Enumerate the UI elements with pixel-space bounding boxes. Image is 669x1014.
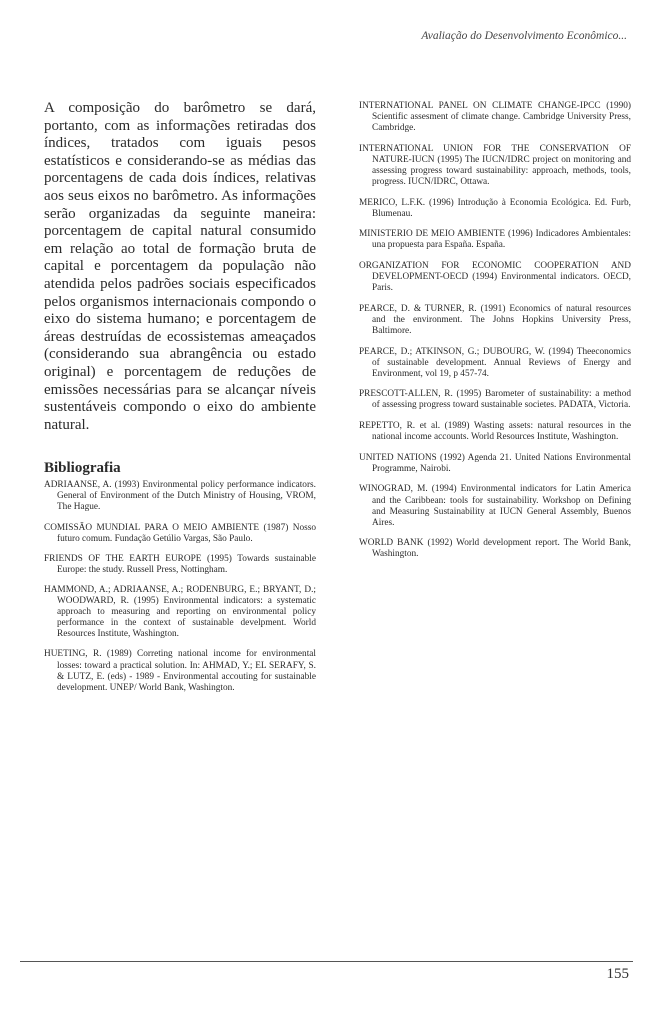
reference-comissao-mundial: COMISSÃO MUNDIAL PARA O MEIO AMBIENTE (1987) Nosso futuro comum. Fundação Getúlio Vargas, São Paulo.: [44, 522, 316, 544]
left-column: [44, 100, 316, 703]
reference-oecd: ORGANIZATION FOR ECONOMIC COOPERATION AND DEVELOPMENT-OECD (1994) Environmental indicators. OECD, Paris.: [359, 261, 631, 294]
reference-pearce-turner: PEARCE, D. & TURNER, R. (1991) Economics of natural resources and the environment. The Johns Hopkins University Press, Baltimore.: [359, 303, 631, 336]
reference-merico: MERICO, L.F.K. (1996) Introdução à Economia Ecológica. Ed. Furb, Blumenau.: [359, 197, 631, 219]
body-paragraph: A composição do barômetro se dará, portanto, com as informações retiradas dos índices, tratados com iguais pesos estatísticos e considerando-se as médias das porcentagens de cada dois índices, relativas aos seus eixos no barômetro. As informações serão organizadas da seguinte maneira: porcentagem de capital natural consumido em relação ao total de formação bruta de capital e porcentagem da população não atendida pelos padrões sociais especificados pelos organismos internacionais compondo o eixo do sistema humano; e porcentagem de áreas destruídas de ecossistemas ameaçados (considerando sua abrangência ou estado original) e porcentagem de reduções de emissões necessárias para se alcançar níveis sustentáveis compondo o eixo do ambiente natural.: [44, 100, 316, 433]
bibliography-heading: Bibliografia: [44, 460, 121, 477]
reference-winograd: WINOGRAD, M. (1994) Environmental indicators for Latin America and the Caribbean: tools for sustainability. Workshop on Defining and Measuring Sustainability at IUCN General Assembly, Buenos Aires.: [359, 484, 631, 528]
page-number: 155: [606, 966, 629, 982]
reference-friends-of-the-earth: FRIENDS OF THE EARTH EUROPE (1995) Towards sustainable Europe: the study. Russell Press, Nottingham.: [44, 553, 316, 575]
reference-prescott-allen: PRESCOTT-ALLEN, R. (1995) Barometer of sustainability: a method of assessing progress toward sustainable societes. PADATA, Victoria.: [359, 389, 631, 411]
footer-rule: [20, 961, 633, 962]
reference-ministerio: MINISTERIO DE MEIO AMBIENTE (1996) Indicadores Ambientales: una propuesta para España. España.: [359, 229, 631, 251]
reference-repetto: REPETTO, R. et al. (1989) Wasting assets: natural resources in the national income accounts. World Resources Institute, Washington.: [359, 421, 631, 443]
reference-united-nations: UNITED NATIONS (1992) Agenda 21. United Nations Environmental Programme, Nairobi.: [359, 452, 631, 474]
reference-pearce-atkinson: PEARCE, D.; ATKINSON, G.; DUBOURG, W. (1994) Theeconomics of sustainable development. Annual Reviews of Energy and Environment, vol 19, p 457-74.: [359, 346, 631, 379]
reference-hammond: HAMMOND, A.; ADRIAANSE, A.; RODENBURG, E.; BRYANT, D.; WOODWARD, R. (1995) Environmental indicators: a systematic approach to measuring and reporting on environmental policy performance in the context of sustainable develpment. World Resources Institute, Washington.: [44, 584, 316, 640]
reference-world-bank: WORLD BANK (1992) World development report. The World Bank, Washington.: [359, 538, 631, 560]
reference-adriaanse: ADRIAANSE, A. (1993) Environmental policy performance indicators. General of Environment of the Dutch Ministry of Housing, VROM, The Hague.: [44, 480, 316, 513]
right-column: [359, 101, 631, 570]
reference-iucn: INTERNATIONAL UNION FOR THE CONSERVATION OF NATURE-IUCN (1995) The IUCN/IDRC project on monitoring and assessing progress toward sustainability: approach, methods, tools, progress. IUCN/IDRC, Ottawa.: [359, 143, 631, 188]
reference-hueting: HUETING, R. (1989) Correting national income for environmental losses: toward a practical solution. In: AHMAD, Y.; EL SERAFY, S. & LUTZ, E. (eds) - 1989 - Environmental accouting for sustainable development. UNEP/ World Bank, Washington.: [44, 649, 316, 693]
running-header: Avaliação do Desenvolvimento Econômico...: [421, 30, 627, 42]
reference-ipcc: INTERNATIONAL PANEL ON CLIMATE CHANGE-IPCC (1990) Scientific assesment of climate change. Cambridge University Press, Cambridge.: [359, 101, 631, 134]
